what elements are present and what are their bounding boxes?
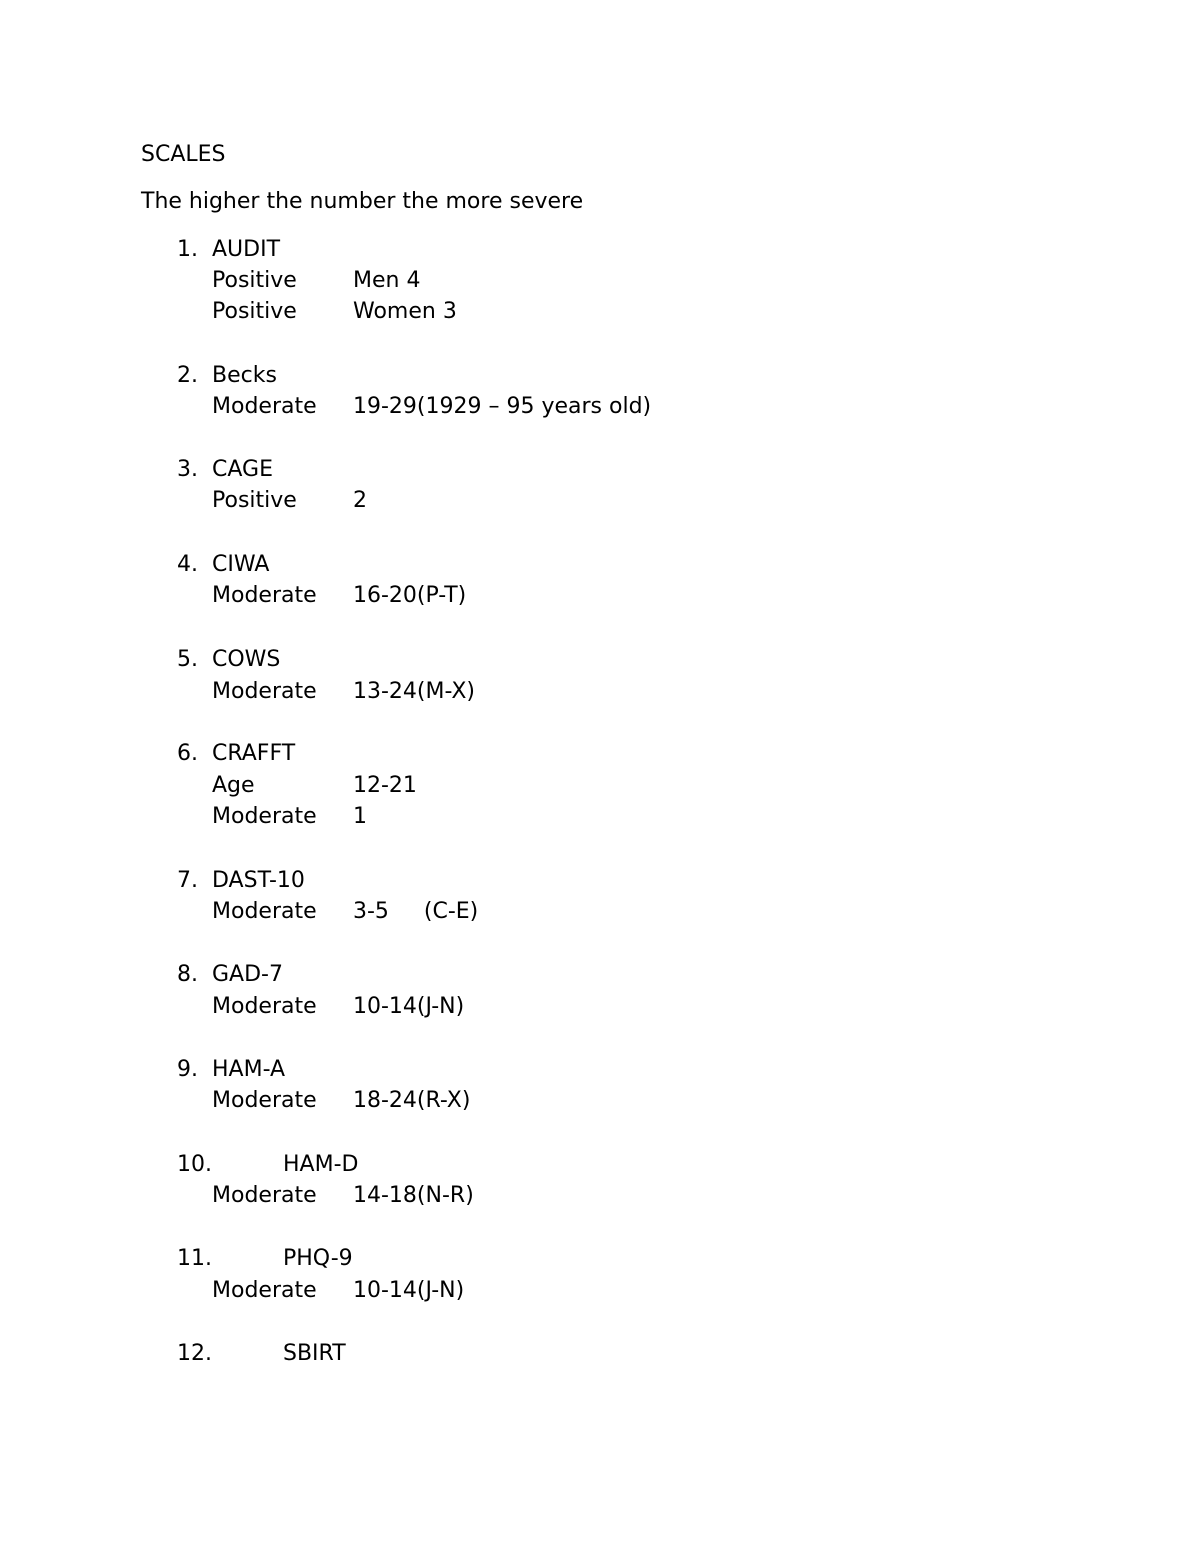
scale-row-value: Women 3 (353, 299, 457, 324)
list-number: 12. (177, 1341, 212, 1366)
scale-name: AUDIT (212, 237, 281, 262)
scale-row-value: 3-5 (C-E) (353, 899, 479, 924)
scale-name: CAGE (212, 457, 273, 482)
scale-row-label: Moderate (212, 994, 317, 1019)
scale-row-label: Moderate (212, 1278, 317, 1303)
document-subtitle: The higher the number the more severe (141, 189, 584, 214)
scale-name: HAM-A (212, 1057, 286, 1082)
scale-row-label: Positive (212, 299, 297, 324)
scale-row-label: Moderate (212, 583, 317, 608)
scale-row-value: Men 4 (353, 268, 421, 293)
scale-row-value: 1 (353, 804, 367, 829)
list-number: 4. (177, 552, 198, 577)
scale-row-value: 19-29(1929 – 95 years old) (353, 394, 652, 419)
list-number: 11. (177, 1246, 212, 1271)
list-number: 9. (177, 1057, 198, 1082)
scale-row-value: 16-20(P-T) (353, 583, 467, 608)
list-number: 8. (177, 962, 198, 987)
scale-row-value: 12-21 (353, 773, 417, 798)
scale-name: CRAFFT (212, 741, 296, 766)
scale-row-label: Age (212, 773, 255, 798)
list-number: 7. (177, 868, 198, 893)
scale-row-label: Moderate (212, 394, 317, 419)
scale-name: CIWA (212, 552, 270, 577)
scale-row-label: Moderate (212, 899, 317, 924)
scale-row-value: 13-24(M-X) (353, 679, 475, 704)
list-number: 1. (177, 237, 198, 262)
scale-row-label: Moderate (212, 1183, 317, 1208)
scale-row-value: 14-18(N-R) (353, 1183, 474, 1208)
list-number: 10. (177, 1152, 212, 1177)
scale-name: Becks (212, 363, 277, 388)
scale-name: HAM-D (283, 1152, 359, 1177)
list-number: 3. (177, 457, 198, 482)
scale-row-label: Moderate (212, 1088, 317, 1113)
scale-name: DAST-10 (212, 868, 305, 893)
scale-name: COWS (212, 647, 281, 672)
scale-name: GAD-7 (212, 962, 283, 987)
scale-row-value: 10-14(J-N) (353, 994, 465, 1019)
scale-row-label: Positive (212, 268, 297, 293)
scale-row-value: 18-24(R-X) (353, 1088, 471, 1113)
scale-row-label: Moderate (212, 679, 317, 704)
scale-name: SBIRT (283, 1341, 346, 1366)
scale-name: PHQ-9 (283, 1246, 353, 1271)
scale-row-label: Positive (212, 488, 297, 513)
list-number: 5. (177, 647, 198, 672)
list-number: 2. (177, 363, 198, 388)
list-number: 6. (177, 741, 198, 766)
scale-row-value: 2 (353, 488, 367, 513)
document-title: SCALES (141, 142, 226, 167)
scale-row-label: Moderate (212, 804, 317, 829)
scale-row-value: 10-14(J-N) (353, 1278, 465, 1303)
